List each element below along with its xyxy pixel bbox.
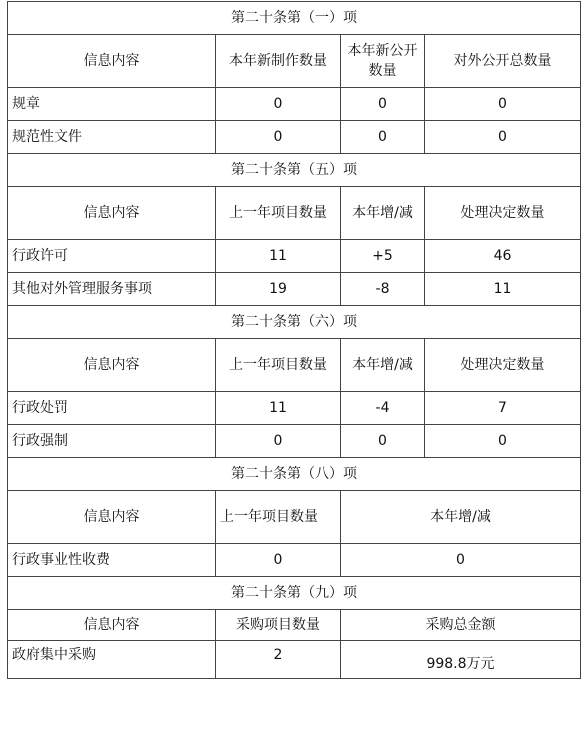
header-cell: 对外公开总数量 [425,35,581,88]
header-cell: 上一年项目数量 [216,339,341,392]
header-cell: 本年增/减 [341,491,581,544]
table-header-row [8,339,581,392]
table-header-row [8,187,581,240]
cell-value: 0 [425,121,581,154]
header-cell: 信息内容 [8,610,216,641]
cell-value: 46 [425,240,581,273]
header-cell: 信息内容 [8,339,216,392]
cell-value: 0 [341,121,425,154]
cell-value: 0 [216,425,341,458]
header-cell: 信息内容 [8,491,216,544]
section-title: 第二十条第（九）项 [8,577,581,610]
row-label: 其他对外管理服务事项 [8,273,216,306]
section-title-row [8,458,581,491]
row-label: 行政处罚 [8,392,216,425]
cell-value: 0 [216,121,341,154]
cell-value: 0 [216,544,341,577]
cell-value: +5 [341,240,425,273]
row-label: 行政事业性收费 [8,544,216,577]
cell-value: 11 [216,240,341,273]
header-cell: 本年新公开数量 [341,35,425,88]
table-row [8,425,581,458]
cell-value: 11 [216,392,341,425]
table-row [8,544,581,577]
row-label: 政府集中采购 [8,641,216,679]
cell-value: 2 [216,641,341,679]
table-header-row [8,35,581,88]
row-label: 行政许可 [8,240,216,273]
cell-value: 0 [341,88,425,121]
table-header-row [8,610,581,641]
cell-value: 7 [425,392,581,425]
cell-value: 19 [216,273,341,306]
row-label: 规章 [8,88,216,121]
section-title-row [8,154,581,187]
header-cell: 处理决定数量 [425,339,581,392]
header-cell: 上一年项目数量 [216,187,341,240]
cell-value: 0 [341,544,581,577]
section-title-row [8,577,581,610]
table-row [8,240,581,273]
section-title: 第二十条第（五）项 [8,154,581,187]
header-cell: 本年新制作数量 [216,35,341,88]
cell-value: -8 [341,273,425,306]
header-cell: 采购项目数量 [216,610,341,641]
cell-value: 0 [425,88,581,121]
row-label: 规范性文件 [8,121,216,154]
table-row [8,392,581,425]
cell-value: 0 [425,425,581,458]
section-title-row [8,306,581,339]
header-cell: 处理决定数量 [425,187,581,240]
header-cell: 本年增/减 [341,187,425,240]
section-title: 第二十条第（一）项 [8,2,581,35]
table-row [8,88,581,121]
header-cell: 信息内容 [8,187,216,240]
cell-value: 998.8万元 [341,641,581,679]
header-cell: 采购总金额 [341,610,581,641]
table-header-row [8,491,581,544]
section-title: 第二十条第（六）项 [8,306,581,339]
table-row [8,273,581,306]
cell-value: 0 [216,88,341,121]
cell-value: 11 [425,273,581,306]
table-row [8,641,581,679]
section-title-row [8,2,581,35]
header-cell: 信息内容 [8,35,216,88]
cell-value: 0 [341,425,425,458]
cell-value: -4 [341,392,425,425]
row-label: 行政强制 [8,425,216,458]
section-title: 第二十条第（八）项 [8,458,581,491]
header-cell: 上一年项目数量 [216,491,341,544]
disclosure-table [7,1,581,679]
table-row [8,121,581,154]
header-cell: 本年增/减 [341,339,425,392]
